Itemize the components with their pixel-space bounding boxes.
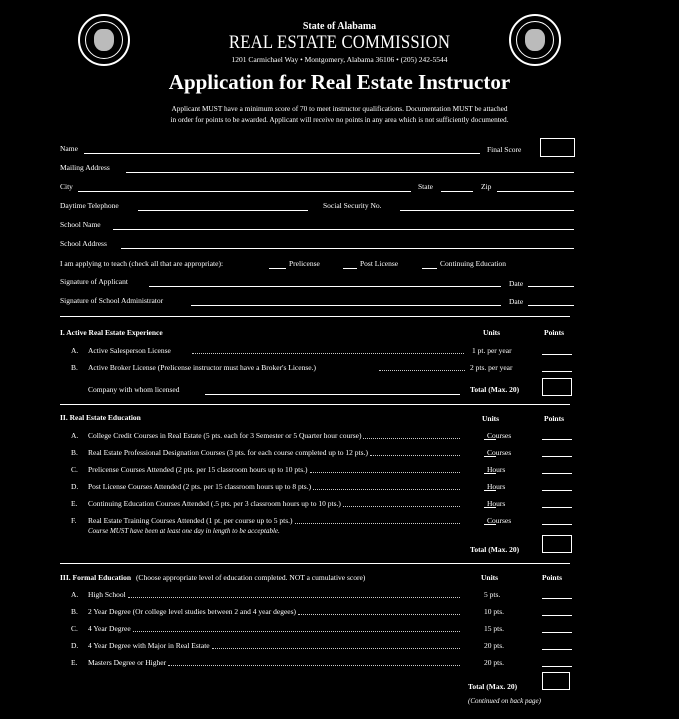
s3-item-leader: [128, 597, 460, 598]
section-3-points-header: Points: [542, 573, 563, 582]
s2-item-text: College Credit Courses in Real Estate (5 pts. each for 3 Semester or 5 Quarter hour course): [88, 431, 362, 440]
s3-item-letter: B.: [71, 607, 78, 616]
date-label-2: Date: [509, 297, 524, 306]
s1-item-b-points[interactable]: [542, 371, 572, 372]
section-3-units-header: Units: [481, 573, 499, 582]
s3-item-text: 2 Year Degree (Or college level studies between 2 and 4 year degees): [88, 607, 297, 616]
s2-item-letter: D.: [71, 482, 79, 491]
s1-item-a-text: Active Salesperson License: [88, 346, 171, 355]
s3-item-points-field[interactable]: [542, 632, 572, 633]
section-2-units-header: Units: [482, 414, 500, 423]
s2-item-points-field[interactable]: [542, 473, 572, 474]
s2-item-unit: Courses: [487, 448, 512, 457]
s2-item-unit: Hours: [487, 465, 506, 474]
section-3-title-note: (Choose appropriate level of education completed. NOT a cumulative score): [135, 573, 366, 582]
s1-item-b-text: Active Broker License (Prelicense instructor must have a Broker's License.): [88, 363, 316, 372]
s3-item-points-field[interactable]: [542, 649, 572, 650]
ssn-field[interactable]: [400, 210, 574, 211]
s3-item-letter: C.: [71, 624, 78, 633]
s2-item-letter: A.: [71, 431, 79, 440]
s2-item-leader: [370, 455, 460, 456]
s2-item-leader: [343, 506, 460, 507]
name-label: Name: [60, 144, 78, 153]
s2-note: Course MUST have been at least one day in length to be acceptable.: [88, 527, 280, 535]
name-field[interactable]: [84, 153, 480, 154]
s2-item-unit: Courses: [487, 516, 512, 525]
section-1-title: I. Active Real Estate Experience: [60, 328, 163, 337]
s2-item-leader: [363, 438, 460, 439]
s3-item-leader: [133, 631, 460, 632]
sig-admin-label: Signature of School Administrator: [60, 296, 164, 305]
section-3-title: [60, 573, 365, 582]
sig-admin-field[interactable]: [191, 305, 501, 306]
s2-item-points-field[interactable]: [542, 524, 572, 525]
s3-item-text: Masters Degree or Higher: [88, 658, 167, 667]
s1-item-b-letter: B.: [71, 363, 78, 372]
s2-item-unit: Hours: [487, 482, 506, 491]
s3-total-box[interactable]: [542, 672, 570, 690]
school-name-field[interactable]: [113, 229, 574, 230]
applying-label: I am applying to teach (check all that are appropriate):: [60, 259, 224, 268]
continued-note: (Continued on back page): [468, 697, 541, 705]
s2-item-text: Post License Courses Attended (2 pts. per 15 classroom hours up to 8 pts.): [88, 482, 312, 491]
company-field[interactable]: [205, 394, 460, 395]
s2-item-letter: E.: [71, 499, 78, 508]
s2-item-unit: Hours: [487, 499, 506, 508]
s2-item-letter: B.: [71, 448, 78, 457]
s2-item-leader: [313, 489, 460, 490]
daytime-telephone-label: Daytime Telephone: [60, 201, 119, 210]
header-agency: REAL ESTATE COMMISSION: [228, 32, 451, 53]
s3-item-points-field[interactable]: [542, 598, 572, 599]
s2-item-points-field[interactable]: [542, 439, 572, 440]
school-address-field[interactable]: [121, 248, 574, 249]
s1-item-b-unit: 2 pts. per year: [470, 363, 513, 372]
ssn-label: Social Security No.: [323, 201, 382, 210]
section-2-points-header: Points: [544, 414, 565, 423]
header-state: State of Alabama: [302, 21, 377, 32]
daytime-telephone-field[interactable]: [138, 210, 308, 211]
s2-item-text: Prelicense Courses Attended (2 pts. per 15 classroom hours up to 10 pts.): [88, 465, 308, 474]
mailing-address-field[interactable]: [126, 172, 574, 173]
date-field-2[interactable]: [528, 305, 574, 306]
s2-total-box[interactable]: [542, 535, 572, 553]
s1-item-a-points[interactable]: [542, 354, 572, 355]
date-label-1: Date: [509, 279, 524, 288]
prelicense-label: Prelicense: [289, 259, 320, 268]
s2-item-text: Real Estate Professional Designation Courses (3 pts. for each course completed up to 12 pts.): [88, 448, 368, 457]
s3-item-leader: [212, 648, 460, 649]
s1-total-label: Total (Max. 20): [470, 385, 520, 394]
section-3-title-text: III. Formal Education: [60, 573, 132, 582]
s2-item-leader: [310, 472, 460, 473]
instructions-line-2: in order for points to be awarded. Applicant will receive no points in any area which is not sufficiently documented.: [170, 115, 509, 124]
s2-item-text: Real Estate Training Courses Attended (1 pt. per course up to 5 pts.): [88, 516, 293, 525]
s2-item-points-field[interactable]: [542, 490, 572, 491]
s3-item-text: High School: [88, 590, 126, 599]
section-1-points-header: Points: [544, 328, 565, 337]
s2-item-letter: F.: [71, 516, 77, 525]
school-name-label: School Name: [60, 220, 101, 229]
s1-item-a-letter: A.: [71, 346, 79, 355]
s2-item-text: Continuing Education Courses Attended (.5 pts. per 3 classroom hours up to 10 pts.): [88, 499, 341, 508]
s3-item-unit: 10 pts.: [484, 607, 505, 616]
s3-total-label: Total (Max. 20): [468, 682, 518, 691]
s3-item-letter: A.: [71, 590, 79, 599]
header-address: 1201 Carmichael Way • Montgomery, Alabama 36106 • (205) 242-5544: [231, 55, 448, 64]
s3-item-text: 4 Year Degree: [88, 624, 131, 633]
zip-label: Zip: [481, 182, 492, 191]
ce-check[interactable]: [422, 268, 437, 269]
date-field-1[interactable]: [528, 286, 574, 287]
s3-item-points-field[interactable]: [542, 615, 572, 616]
s2-total-label: Total (Max. 20): [470, 545, 520, 554]
s1-item-a-unit: 1 pt. per year: [472, 346, 512, 355]
s3-item-unit: 15 pts.: [484, 624, 505, 633]
s2-item-unit: Courses: [487, 431, 512, 440]
divider-1: [60, 316, 570, 317]
s3-item-unit: 20 pts.: [484, 641, 505, 650]
company-label: Company with whom licensed: [88, 385, 180, 394]
city-label: City: [60, 182, 73, 191]
s3-item-leader: [298, 614, 460, 615]
divider-3: [60, 563, 570, 564]
instructions-line-1: Applicant MUST have a minimum score of 70 to meet instructor qualifications. Documentation MUST be attached: [171, 104, 508, 113]
prelicense-check[interactable]: [269, 268, 286, 269]
postlicense-check[interactable]: [343, 268, 357, 269]
s2-item-letter: C.: [71, 465, 78, 474]
s3-item-letter: E.: [71, 658, 78, 667]
s3-item-leader: [168, 665, 460, 666]
final-score-label: Final Score: [487, 145, 522, 154]
section-1-units-header: Units: [483, 328, 501, 337]
zip-field[interactable]: [497, 191, 574, 192]
s2-item-points-field[interactable]: [542, 456, 572, 457]
s3-item-letter: D.: [71, 641, 79, 650]
s3-item-unit: 20 pts.: [484, 658, 505, 667]
state-label: State: [418, 182, 433, 191]
city-field[interactable]: [78, 191, 411, 192]
postlicense-label: Post License: [360, 259, 399, 268]
school-address-label: School Address: [60, 239, 107, 248]
ce-label: Continuing Education: [440, 259, 507, 268]
s2-item-points-field[interactable]: [542, 507, 572, 508]
sig-applicant-field[interactable]: [149, 286, 501, 287]
s3-item-text: 4 Year Degree with Major in Real Estate: [88, 641, 210, 650]
s2-item-leader: [295, 523, 460, 524]
final-score-box[interactable]: [540, 138, 575, 157]
s1-total-box[interactable]: [542, 378, 572, 396]
s3-item-points-field[interactable]: [542, 666, 572, 667]
divider-2: [60, 404, 570, 405]
mailing-address-label: Mailing Address: [60, 163, 110, 172]
s3-item-unit: 5 pts.: [484, 590, 501, 599]
sig-applicant-label: Signature of Applicant: [60, 277, 128, 286]
section-2-title: II. Real Estate Education: [60, 413, 141, 422]
state-field[interactable]: [441, 191, 473, 192]
page-title: Application for Real Estate Instructor: [168, 70, 511, 94]
